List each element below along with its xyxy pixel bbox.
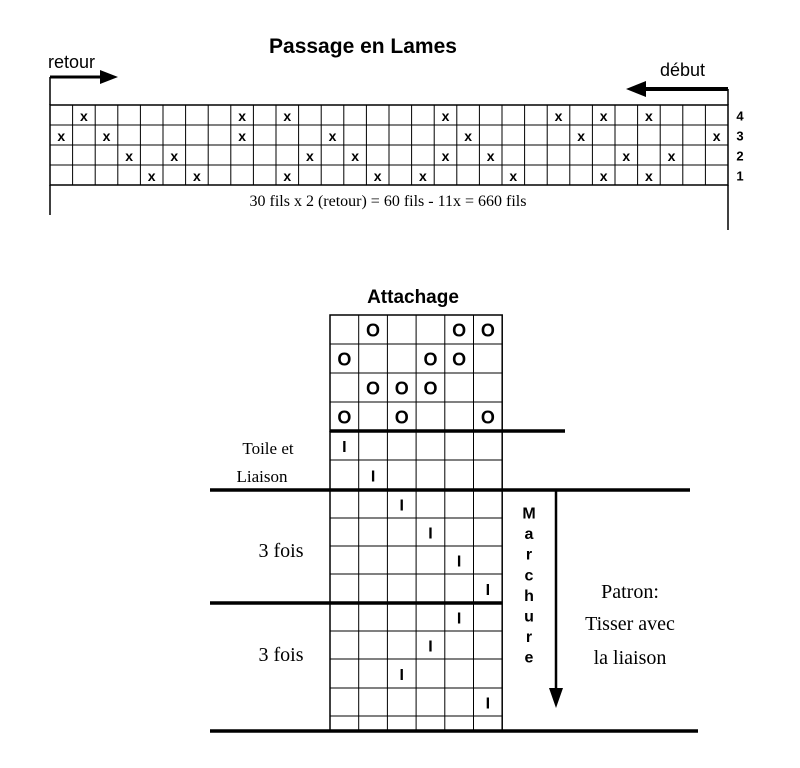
- threading-mark: x: [373, 168, 382, 184]
- tieup-title: Attachage: [367, 287, 459, 308]
- threading-mark: x: [238, 108, 246, 124]
- marchure-letter: a: [524, 526, 534, 544]
- section3-label: 3 fois: [258, 644, 304, 666]
- treadling-mark: I: [370, 468, 376, 486]
- threading-mark: x: [464, 128, 472, 144]
- tieup-mark: O: [366, 378, 381, 399]
- threading-mark: x: [170, 148, 179, 164]
- tieup-mark: O: [394, 407, 409, 428]
- tieup-mark: O: [337, 349, 352, 370]
- marchure-letter: r: [525, 546, 533, 564]
- threading-mark: x: [80, 108, 88, 124]
- tieup-mark: O: [452, 320, 467, 341]
- retour-label: retour: [48, 52, 96, 72]
- threading-mark: x: [283, 108, 292, 124]
- tieup-mark: O: [423, 349, 438, 370]
- marchure-letter: u: [524, 608, 534, 626]
- marchure-label: [522, 506, 535, 667]
- section1-label-line1: Toile et: [242, 439, 294, 458]
- marchure-letter: M: [522, 505, 536, 523]
- threading-mark: x: [486, 148, 495, 164]
- section1-label-line2: Liaison: [236, 467, 288, 486]
- patron-line3: la liaison: [593, 647, 667, 669]
- threading-caption: 30 fils x 2 (retour) = 60 fils - 11x = 660 fils: [249, 193, 527, 210]
- threading-mark: x: [645, 108, 653, 124]
- threading-mark: x: [238, 128, 246, 144]
- tieup-mark: O: [394, 378, 409, 399]
- threading-mark: x: [57, 128, 66, 144]
- threading-title: Passage en Lames: [269, 35, 457, 58]
- threading-mark: x: [599, 168, 608, 184]
- marchure-letter: c: [524, 567, 534, 585]
- threading-mark: x: [193, 168, 201, 184]
- shaft-label: 1: [736, 168, 744, 184]
- threading-mark: x: [441, 108, 450, 124]
- marchure-letter: e: [524, 649, 534, 667]
- left-arrow-icon: [626, 81, 728, 97]
- treadling-mark: I: [456, 610, 462, 628]
- treadling-grid: [330, 431, 502, 731]
- threading-mark: x: [509, 168, 518, 184]
- treadling-mark: I: [399, 667, 404, 684]
- shaft-label: 3: [736, 128, 744, 144]
- shaft-labels: [736, 109, 744, 184]
- shaft-label: 4: [736, 108, 744, 124]
- tieup-mark: O: [480, 407, 495, 428]
- threading-mark: x: [667, 148, 676, 164]
- treadling-mark: I: [485, 582, 491, 599]
- treadling-mark: I: [399, 497, 404, 515]
- threading-mark: x: [712, 128, 721, 144]
- threading-mark: x: [441, 148, 450, 164]
- section2-label: 3 fois: [258, 540, 304, 562]
- threading-mark: x: [306, 148, 314, 164]
- threading-mark: x: [351, 148, 359, 164]
- tieup-mark: O: [366, 320, 381, 341]
- threading-mark: x: [622, 148, 631, 164]
- tieup-mark: O: [452, 349, 467, 370]
- treadling-mark: I: [485, 695, 491, 713]
- threading-mark: x: [147, 168, 156, 184]
- treadling-mark: I: [342, 439, 347, 456]
- treadling-mark: I: [428, 525, 433, 543]
- tieup-grid: [330, 315, 502, 431]
- tieup-mark: O: [337, 407, 352, 428]
- threading-mark: x: [577, 128, 585, 144]
- threading-mark: x: [102, 128, 111, 144]
- threading-mark: x: [419, 168, 427, 184]
- debut-label: début: [660, 60, 706, 80]
- threading-mark: x: [283, 168, 292, 184]
- threading-mark: x: [554, 108, 563, 124]
- threading-mark: x: [125, 148, 133, 164]
- shaft-label: 2: [736, 148, 744, 164]
- tieup-mark: O: [423, 378, 438, 399]
- treadling-mark: I: [428, 638, 433, 656]
- down-arrow-icon: [549, 490, 563, 708]
- marchure-letter: r: [525, 629, 533, 647]
- marchure-letter: h: [524, 587, 534, 605]
- threading-mark: x: [328, 128, 337, 144]
- right-arrow-icon: [50, 70, 118, 84]
- treadling-mark: I: [456, 553, 462, 571]
- threading-mark: x: [599, 108, 608, 124]
- patron-line1: Patron:: [601, 581, 659, 603]
- patron-line2: Tisser avec: [585, 613, 675, 635]
- tieup-mark: O: [480, 320, 495, 341]
- threading-mark: x: [645, 168, 653, 184]
